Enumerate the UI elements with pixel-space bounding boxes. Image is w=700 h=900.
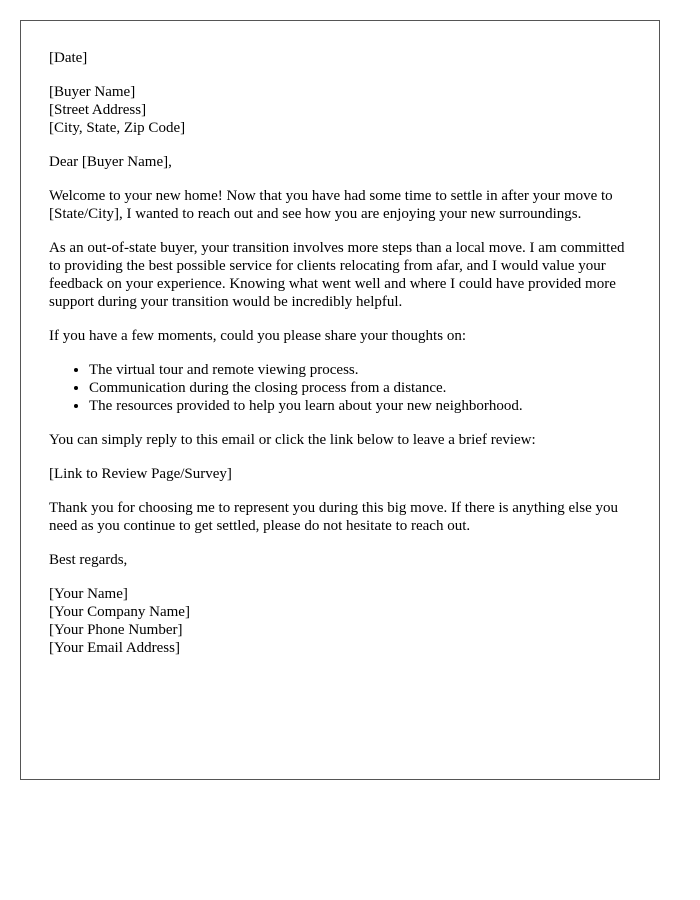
letter-body	[49, 49, 639, 673]
review-link-placeholder: [Link to Review Page/Survey]	[49, 466, 232, 482]
signature-email: [Your Email Address]	[49, 640, 180, 656]
recipient-address	[49, 83, 639, 137]
signature-company: [Your Company Name]	[49, 604, 190, 620]
list-item: • The virtual tour and remote viewing process.	[89, 361, 639, 379]
list-item: • Communication during the closing process from a distance.	[89, 379, 639, 397]
thoughts-list	[49, 361, 639, 415]
paragraph-list-intro: If you have a few moments, could you please share your thoughts on:	[49, 328, 466, 344]
recipient-street: [Street Address]	[49, 102, 147, 118]
paragraph-thanks: Thank you for choosing me to represent you during this big move. If there is anything else you need as you continue to get settled, please do not hesitate to reach out.	[49, 500, 619, 534]
letter-frame	[20, 20, 660, 780]
paragraph-welcome: Welcome to your new home! Now that you have had some time to settle in after your move to [State/City], I wanted to reach out and see how you are enjoying your new surroundings.	[49, 188, 613, 222]
list-item: • The resources provided to help you learn about your new neighborhood.	[89, 397, 639, 415]
paragraph-feedback: As an out-of-state buyer, your transition involves more steps than a local move. I am committed to providing the best possible service for clients relocating from afar, and I would value your feedback on your experience. Knowing what went well and where I could have provided more support during your transition would be incredibly helpful.	[49, 240, 625, 310]
letter-date: [Date]	[49, 50, 88, 66]
recipient-city-state-zip: [City, State, Zip Code]	[49, 120, 186, 136]
signature-phone: [Your Phone Number]	[49, 622, 183, 638]
closing: Best regards,	[49, 552, 128, 568]
salutation: Dear [Buyer Name],	[49, 154, 172, 170]
signature-block	[49, 585, 639, 657]
signature-name: [Your Name]	[49, 586, 128, 602]
recipient-name: [Buyer Name]	[49, 84, 136, 100]
paragraph-reply: You can simply reply to this email or click the link below to leave a brief review:	[49, 432, 536, 448]
